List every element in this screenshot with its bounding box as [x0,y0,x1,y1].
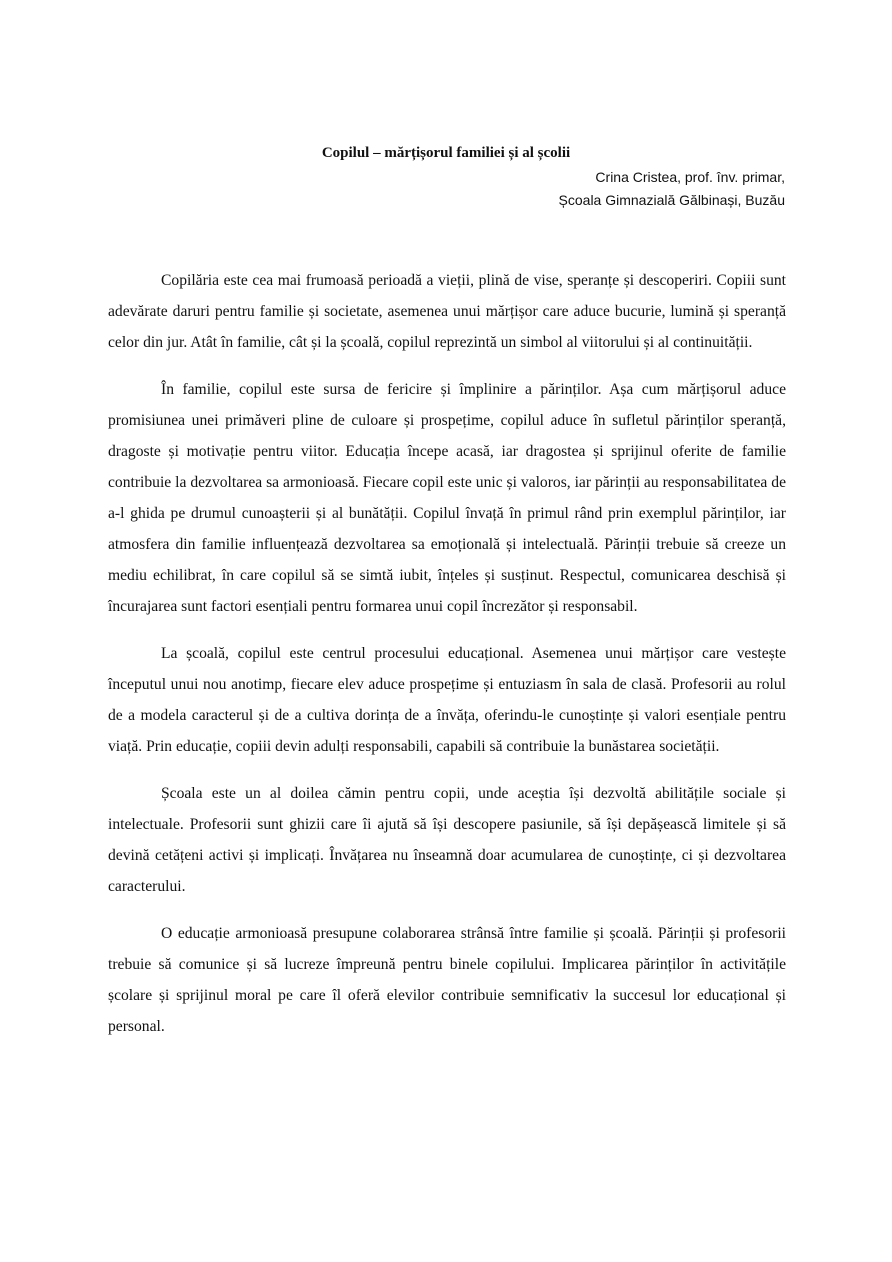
paragraph: Școala este un al doilea cămin pentru copii, unde aceștia își dezvoltă abilitățile sociale și intelectuale. Profesorii sunt ghizii care îi ajută să își descopere pasiunile, să își depășească limitele și să devină cetățeni activi și implicați. Învățarea nu înseamnă doar acumularea de cunoștințe, ci și dezvoltarea caracterului. [108,785,786,895]
document-body [108,265,786,1058]
author-name-line: Crina Cristea, prof. înv. primar, [595,169,785,185]
paragraph: La școală, copilul este centrul procesului educațional. Asemenea unui mărțișor care vestește începutul unui nou anotimp, fiecare elev aduce prospețime și entuziasm în sala de clasă. Profesorii au rolul de a modela caracterul și de a cultiva dorința de a învăța, oferindu-le cunoștințe și valori esențiale pentru viață. Prin educație, copiii devin adulți responsabili, capabili să contribuie la bunăstarea societății. [108,645,786,755]
paragraph: În familie, copilul este sursa de fericire și împlinire a părinților. Așa cum mărțișorul aduce promisiunea unei primăveri pline de culoare și prospețime, copilul aduce în sufletul părinților speranță, dragoste și motivație pentru viitor. Educația începe acasă, iar dragostea și sprijinul oferite de familie contribuie la dezvoltarea sa armonioasă. Fiecare copil este unic și valoros, iar părinții au responsabilitatea de a-l ghida pe drumul cunoașterii și al bunătății. Copilul învață în primul rând prin exemplul părinților, iar atmosfera din familie influențează dezvoltarea sa emoțională și intelectuală. Părinții trebuie să creeze un mediu echilibrat, în care copilul să se simtă iubit, înțeles și susținut. Respectul, comunicarea deschisă și încurajarea sunt factori esențiali pentru formarea unui copil încrezător și responsabil. [108,381,786,615]
author-school-line: Școala Gimnazială Gălbinași, Buzău [558,192,785,208]
paragraph: Copilăria este cea mai frumoasă perioadă a vieții, plină de vise, speranțe și descoperiri. Copiii sunt adevărate daruri pentru familie și societate, asemenea unui mărțișor care aduce bucurie, lumină și speranță celor din jur. Atât în familie, cât și la școală, copilul reprezintă un simbol al viitorului și al continuității. [108,272,786,351]
document-title: Copilul – mărțișorul familiei și al școlii [321,145,571,161]
paragraph: O educație armonioasă presupune colaborarea strânsă între familie și școală. Părinții și profesorii trebuie să comunice și să lucreze împreună pentru binele copilului. Implicarea părinților în activitățile școlare și sprijinul moral pe care îl oferă elevilor contribuie semnificativ la succesul lor educațional și personal. [108,925,786,1035]
author-block [559,166,785,212]
